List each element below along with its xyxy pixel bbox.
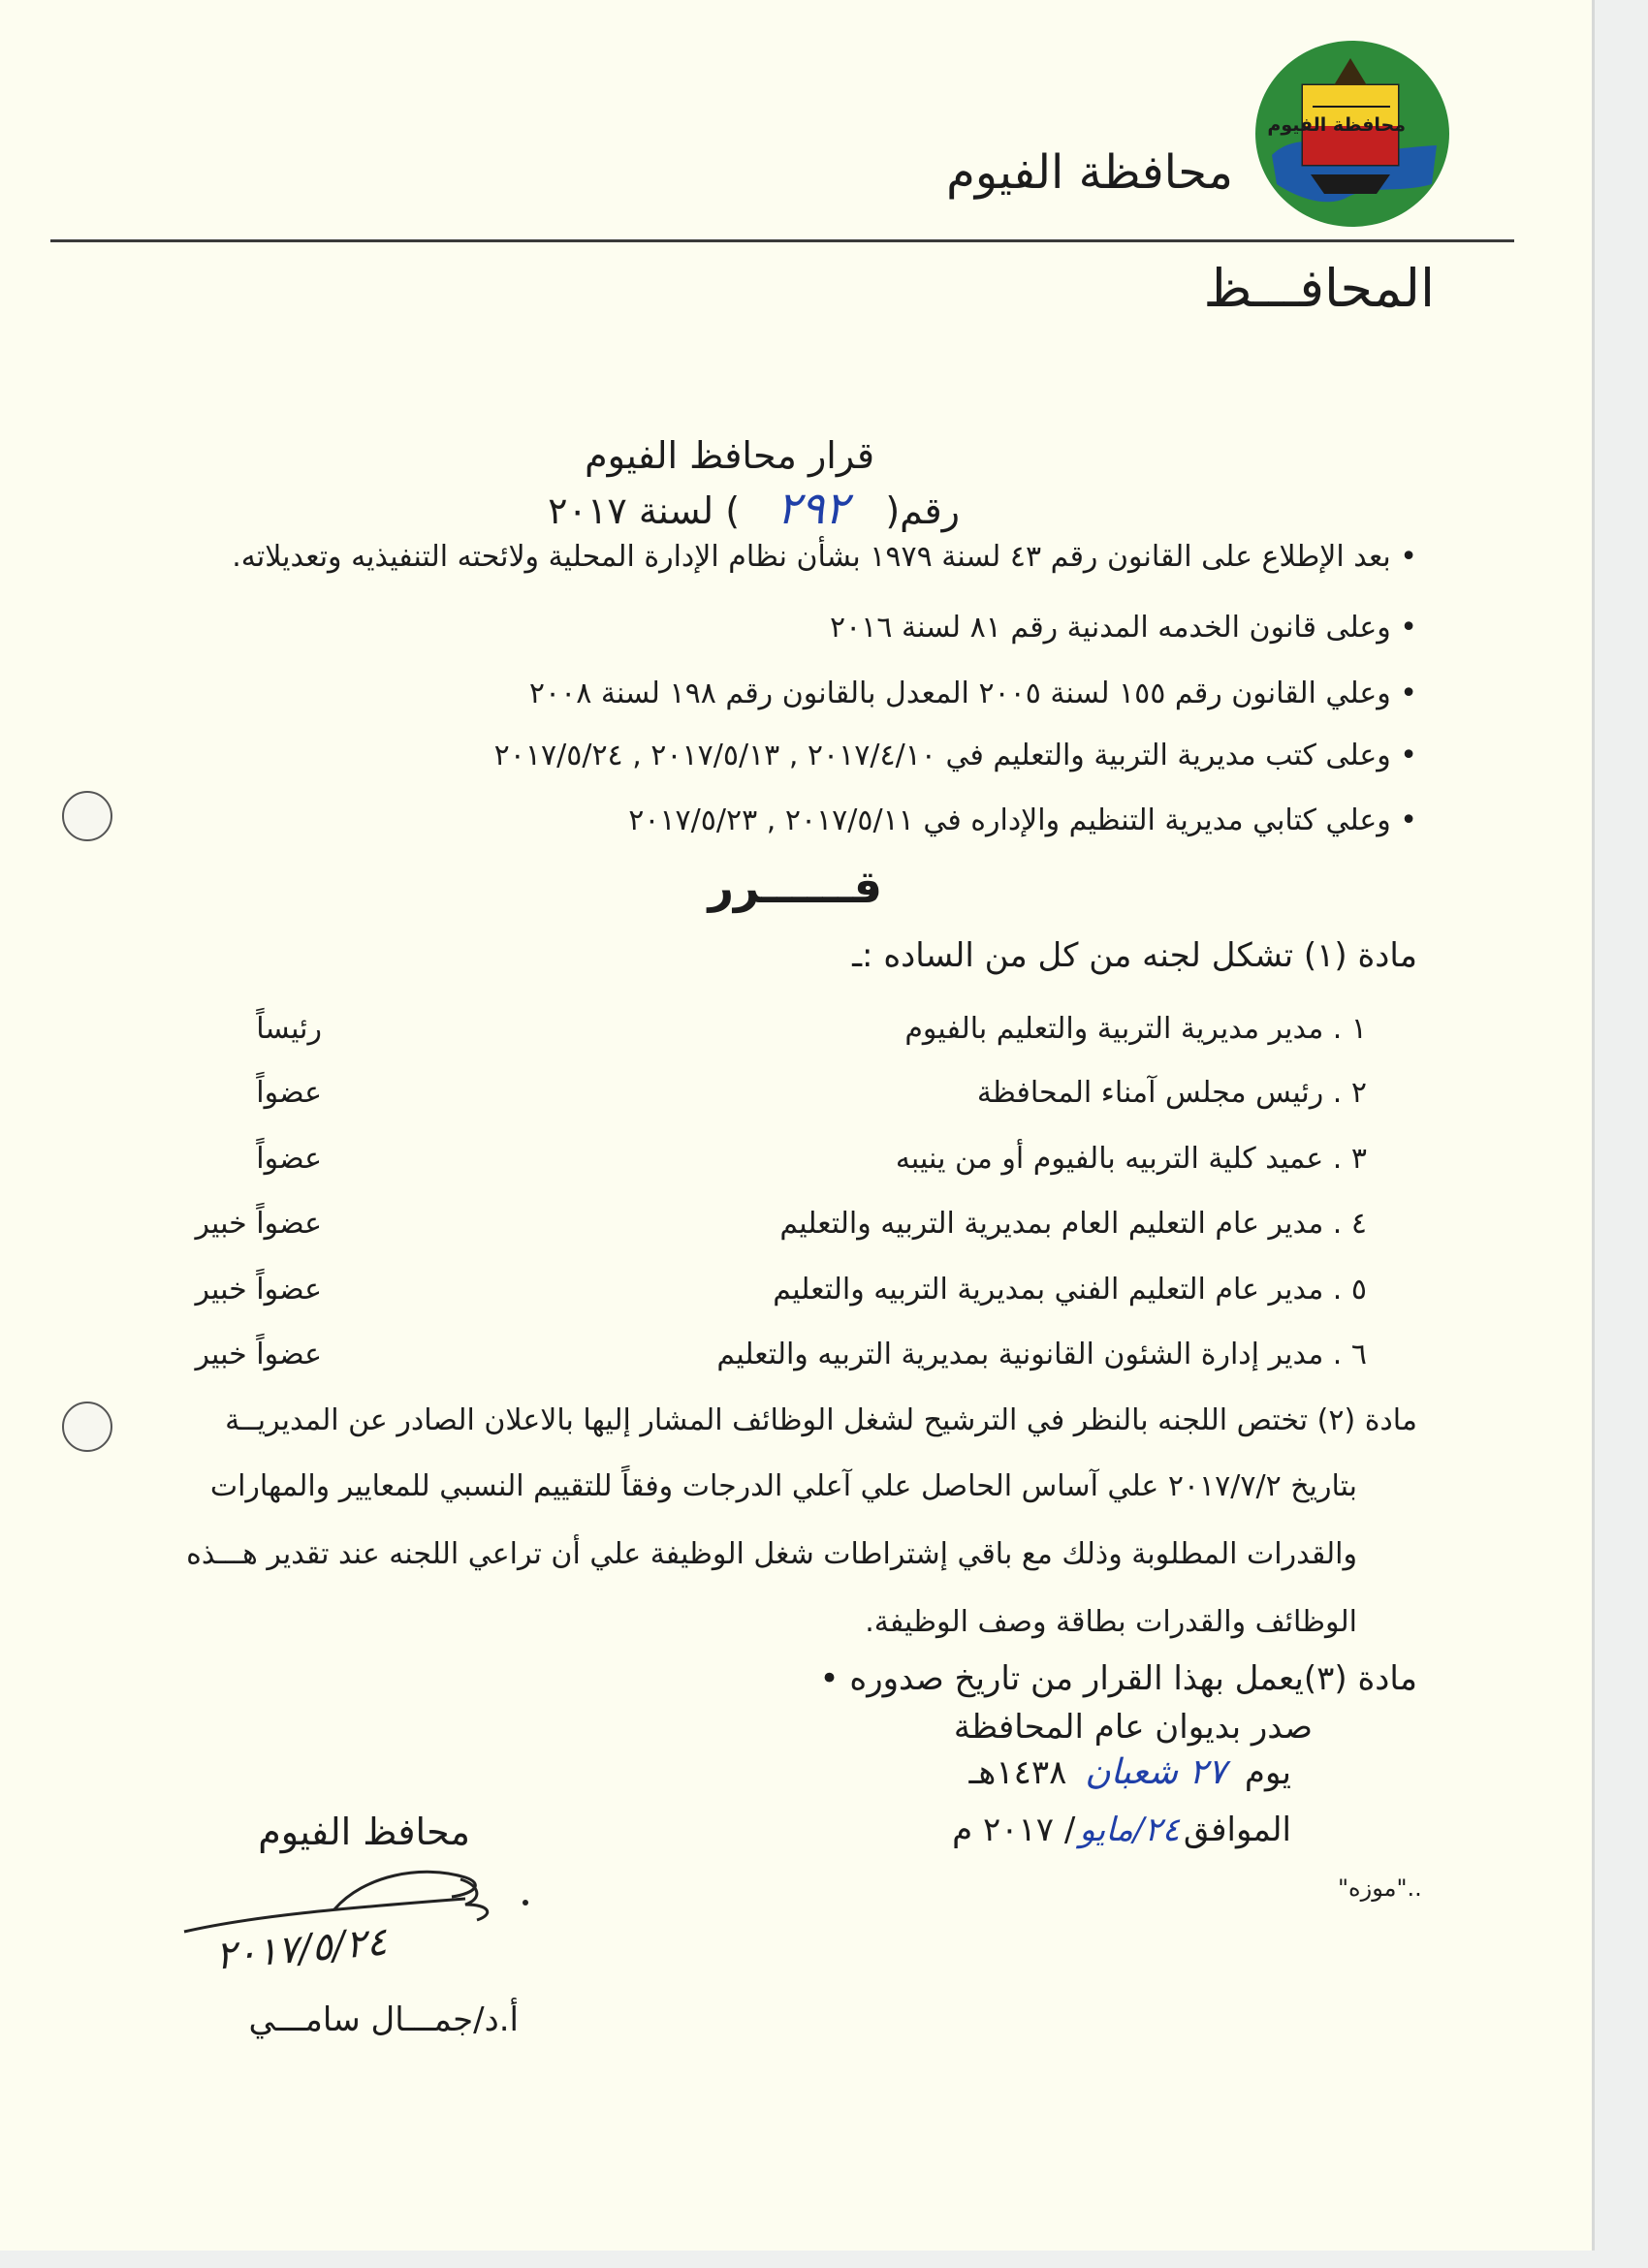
article-2-line: والقدرات المطلوبة وذلك مع باقي إشتراطات شغل الوظيفة علي أن تراعي اللجنه عند تقدير هـــذه	[186, 1537, 1357, 1571]
signature-date-handwritten: ٢٠١٧/٥/٢٤	[213, 1919, 390, 1979]
member-name: ٢ . رئيس مجلس آمناء المحافظة	[976, 1076, 1367, 1110]
decree-number-prefix: رقم(	[885, 489, 960, 532]
gregorian-label: الموافق	[1183, 1811, 1291, 1849]
gregorian-year: / ٢٠١٧ م	[952, 1811, 1076, 1849]
member-role: رئيساً	[256, 1012, 322, 1046]
governorate-name: محافظة الفيوم	[946, 145, 1233, 200]
punch-hole-top	[62, 791, 112, 841]
preamble-line: • وعلى كتب مديرية التربية والتعليم في ٢٠١٧/٤/١٠ , ٢٠١٧/٥/١٣ , ٢٠١٧/٥/٢٤	[493, 739, 1417, 772]
decree-number-handwritten: ٢٩٢	[776, 482, 849, 534]
preamble-line: • بعد الإطلاع على القانون رقم ٤٣ لسنة ١٩٧٩ بشأن نظام الإدارة المحلية ولائحته التنفيذيه وتعديلاته.	[232, 540, 1417, 574]
member-role: عضواً خبير	[195, 1207, 322, 1241]
hijri-year: ١٤٣٨هـ	[968, 1753, 1067, 1792]
preamble-line: • وعلي القانون رقم ١٥٥ لسنة ٢٠٠٥ المعدل بالقانون رقم ١٩٨ لسنة ٢٠٠٨	[528, 677, 1417, 710]
header-rule	[50, 239, 1514, 242]
typist-initials: "موزه"..	[1338, 1874, 1422, 1902]
member-role: عضواً خبير	[195, 1338, 322, 1371]
article-2-line: مادة (٢) تختص اللجنه بالنظر في الترشيح لشغل الوظائف المشار إليها بالاعلان الصادر عن المديريــة	[225, 1403, 1417, 1437]
governor-title: محافظ الفيوم	[258, 1811, 470, 1853]
article-1-title: مادة (١) تشكل لجنه من كل من الساده :ـ	[852, 936, 1417, 975]
article-2-line: الوظائف والقدرات بطاقة وصف الوظيفة.	[865, 1605, 1357, 1639]
decree-number-suffix: ) لسنة ٢٠١٧	[548, 489, 741, 532]
member-name: ٤ . مدير عام التعليم العام بمديرية التربيه والتعليم	[779, 1207, 1367, 1241]
hijri-handwritten: ٢٧ شعبان	[1085, 1752, 1227, 1792]
governor-name: أ.د/جمـــال سامـــي	[248, 2000, 519, 2039]
article-2-line: بتاريخ ٢٠١٧/٧/٢ علي آساس الحاصل علي آعلي الدرجات وفقاً للتقييم النسبي للمعايير والمهارات	[209, 1469, 1357, 1503]
scan-bottom-edge	[0, 2251, 1648, 2268]
member-role: عضواً	[256, 1142, 322, 1176]
member-name: ٣ . عميد كلية التربيه بالفيوم أو من ينيبه	[895, 1142, 1367, 1176]
member-name: ٦ . مدير إدارة الشئون القانونية بمديرية التربيه والتعليم	[716, 1338, 1367, 1371]
preamble-line: • وعلي كتابي مديرية التنظيم والإداره في ٢٠١٧/٥/١١ , ٢٠١٧/٥/٢٣	[628, 803, 1417, 837]
emblem-text: محافظة الفيوم	[1267, 114, 1406, 136]
issued-gregorian-date	[952, 1811, 1291, 1849]
issued-place: صدر بديوان عام المحافظة	[953, 1708, 1313, 1747]
member-name: ١ . مدير مديرية التربية والتعليم بالفيوم	[904, 1012, 1367, 1046]
issued-hijri-date	[968, 1752, 1291, 1792]
decree-number-line	[548, 482, 960, 534]
day-label: يوم	[1244, 1753, 1291, 1792]
member-role: عضواً خبير	[195, 1273, 322, 1307]
gregorian-handwritten: ٢٤/مايو	[1079, 1811, 1180, 1849]
preamble-line: • وعلى قانون الخدمه المدنية رقم ٨١ لسنة ٢٠١٦	[830, 611, 1417, 645]
decree-title: قرار محافظ الفيوم	[585, 434, 874, 477]
member-role: عضواً	[256, 1076, 322, 1110]
member-name: ٥ . مدير عام التعليم الفني بمديرية التربيه والتعليم	[773, 1273, 1367, 1307]
punch-hole-bottom	[62, 1402, 112, 1452]
article-3: مادة (٣)يعمل بهذا القرار من تاريخ صدوره •	[819, 1659, 1417, 1698]
governorate-emblem	[1252, 39, 1452, 229]
office-title: المحافـــظ	[1203, 258, 1435, 319]
scan-right-edge	[1592, 0, 1648, 2268]
decided-heading: قــــــرر	[708, 861, 882, 913]
